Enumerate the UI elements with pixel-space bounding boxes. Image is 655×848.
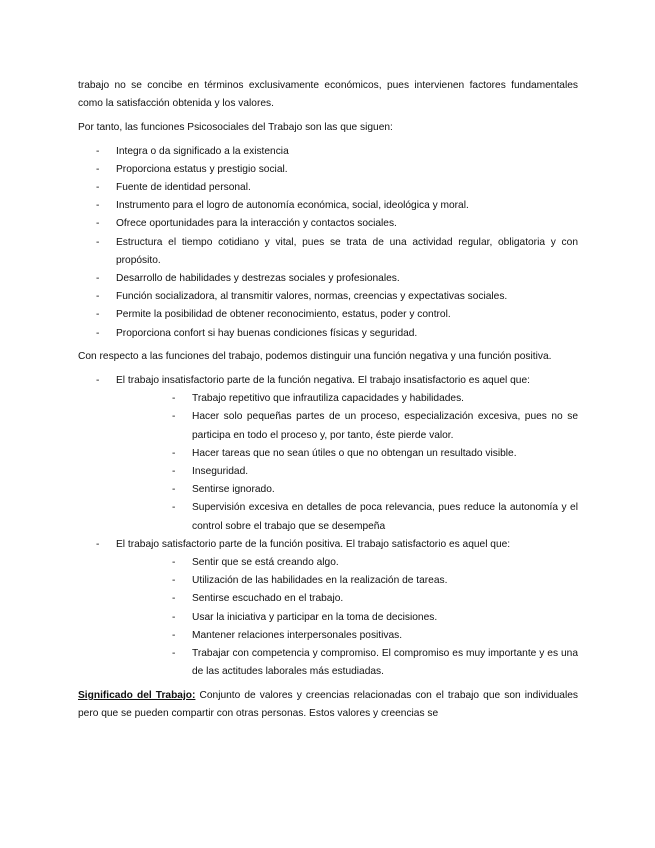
- intro-paragraph: trabajo no se concibe en términos exclusivamente económicos, pues intervienen factores fundamentales como la satisfacción obtenida y los valores.: [78, 80, 578, 110]
- bullet-dash: -: [96, 291, 100, 303]
- functions-intro: Por tanto, las funciones Psicosociales del Trabajo son las que siguen:: [78, 121, 393, 133]
- bullet-dash: -: [96, 236, 100, 248]
- bullet-dash: -: [96, 309, 100, 321]
- list-item: - Supervisión excesiva en detalles de poca relevancia, pues reduce la autonomía y el control sobre el trabajo que se desempeña: [154, 499, 578, 535]
- list-item: - Proporciona confort si hay buenas condiciones físicas y seguridad.: [78, 325, 578, 343]
- bullet-dash: -: [96, 273, 100, 285]
- list-item: - Hacer solo pequeñas partes de un proceso, especialización excesiva, pues no se participa en todo el proceso y, por tanto, éste pierde valor.: [154, 408, 578, 444]
- list-item: - Usar la iniciativa y participar en la toma de decisiones.: [154, 609, 578, 627]
- functions-respect-paragraph: Con respecto a las funciones del trabajo, podemos distinguir una función negativa y una función positiva.: [78, 351, 552, 363]
- bullet-dash: -: [96, 182, 100, 194]
- significado-paragraph: [78, 687, 578, 723]
- bullet-dash: -: [172, 411, 176, 423]
- list-item: - Sentir que se está creando algo.: [154, 554, 578, 572]
- negative-items-list: [116, 390, 578, 536]
- bullet-dash: -: [96, 145, 100, 157]
- list-item: - Hacer tareas que no sean útiles o que no obtengan un resultado visible.: [154, 445, 578, 463]
- list-item: - Función socializadora, al transmitir valores, normas, creencias y expectativas sociales.: [78, 288, 578, 306]
- bullet-dash: -: [172, 611, 176, 623]
- list-item: - Inseguridad.: [154, 463, 578, 481]
- list-item: - Proporciona estatus y prestigio social.: [78, 161, 578, 179]
- positive-items-list: [116, 554, 578, 681]
- list-item: - Integra o da significado a la existencia: [78, 143, 578, 161]
- bullet-dash: -: [172, 466, 176, 478]
- bullet-dash: -: [172, 393, 176, 405]
- positive-function-label: El trabajo satisfactorio parte de la función positiva. El trabajo satisfactorio es aquel que:: [116, 538, 511, 550]
- significado-text: Conjunto de valores y creencias relacionadas con el trabajo que son individuales pero que se pueden compartir con otras personas. Estos valores y creencias se: [78, 690, 578, 720]
- list-item: - Fuente de identidad personal.: [78, 179, 578, 197]
- list-item: - Trabajar con competencia y compromiso. El compromiso es muy importante y es una de las actitudes laborales más estudiadas.: [154, 645, 578, 681]
- bullet-dash: -: [172, 575, 176, 587]
- significado-heading: Significado del Trabajo:: [78, 690, 196, 701]
- list-item: - Mantener relaciones interpersonales positivas.: [154, 627, 578, 645]
- bullet-dash: -: [96, 327, 100, 339]
- list-item: - Instrumento para el logro de autonomía económica, social, ideológica y moral.: [78, 197, 578, 215]
- list-item: - Ofrece oportunidades para la interacción y contactos sociales.: [78, 215, 578, 233]
- positive-function-item: [78, 536, 578, 682]
- list-item: - Sentirse escuchado en el trabajo.: [154, 590, 578, 608]
- bullet-dash: -: [172, 557, 176, 569]
- bullet-dash: -: [172, 629, 176, 641]
- list-item: - Sentirse ignorado.: [154, 481, 578, 499]
- bullet-dash: -: [172, 447, 176, 459]
- bullet-dash: -: [96, 375, 100, 387]
- bullet-dash: -: [96, 218, 100, 230]
- bullet-dash: -: [172, 593, 176, 605]
- bullet-dash: -: [172, 502, 176, 514]
- negative-function-item: [78, 372, 578, 536]
- bullet-dash: -: [172, 484, 176, 496]
- list-item: - Permite la posibilidad de obtener reconocimiento, estatus, poder y control.: [78, 306, 578, 324]
- bullet-dash: -: [96, 200, 100, 212]
- function-types-list: [78, 372, 578, 681]
- negative-function-label: El trabajo insatisfactorio parte de la función negativa. El trabajo insatisfactorio es aquel que:: [116, 375, 530, 387]
- bullet-dash: -: [96, 163, 100, 175]
- document-body: [78, 77, 578, 723]
- list-item: - Estructura el tiempo cotidiano y vital, pues se trata de una actividad regular, obligatoria y con propósito.: [78, 234, 578, 270]
- list-item: - Trabajo repetitivo que infrautiliza capacidades y habilidades.: [154, 390, 578, 408]
- list-item: - Desarrollo de habilidades y destrezas sociales y profesionales.: [78, 270, 578, 288]
- list-item: - Utilización de las habilidades en la realización de tareas.: [154, 572, 578, 590]
- bullet-dash: -: [172, 648, 176, 660]
- bullet-dash: -: [96, 538, 100, 550]
- psychosocial-functions-list: [78, 143, 578, 343]
